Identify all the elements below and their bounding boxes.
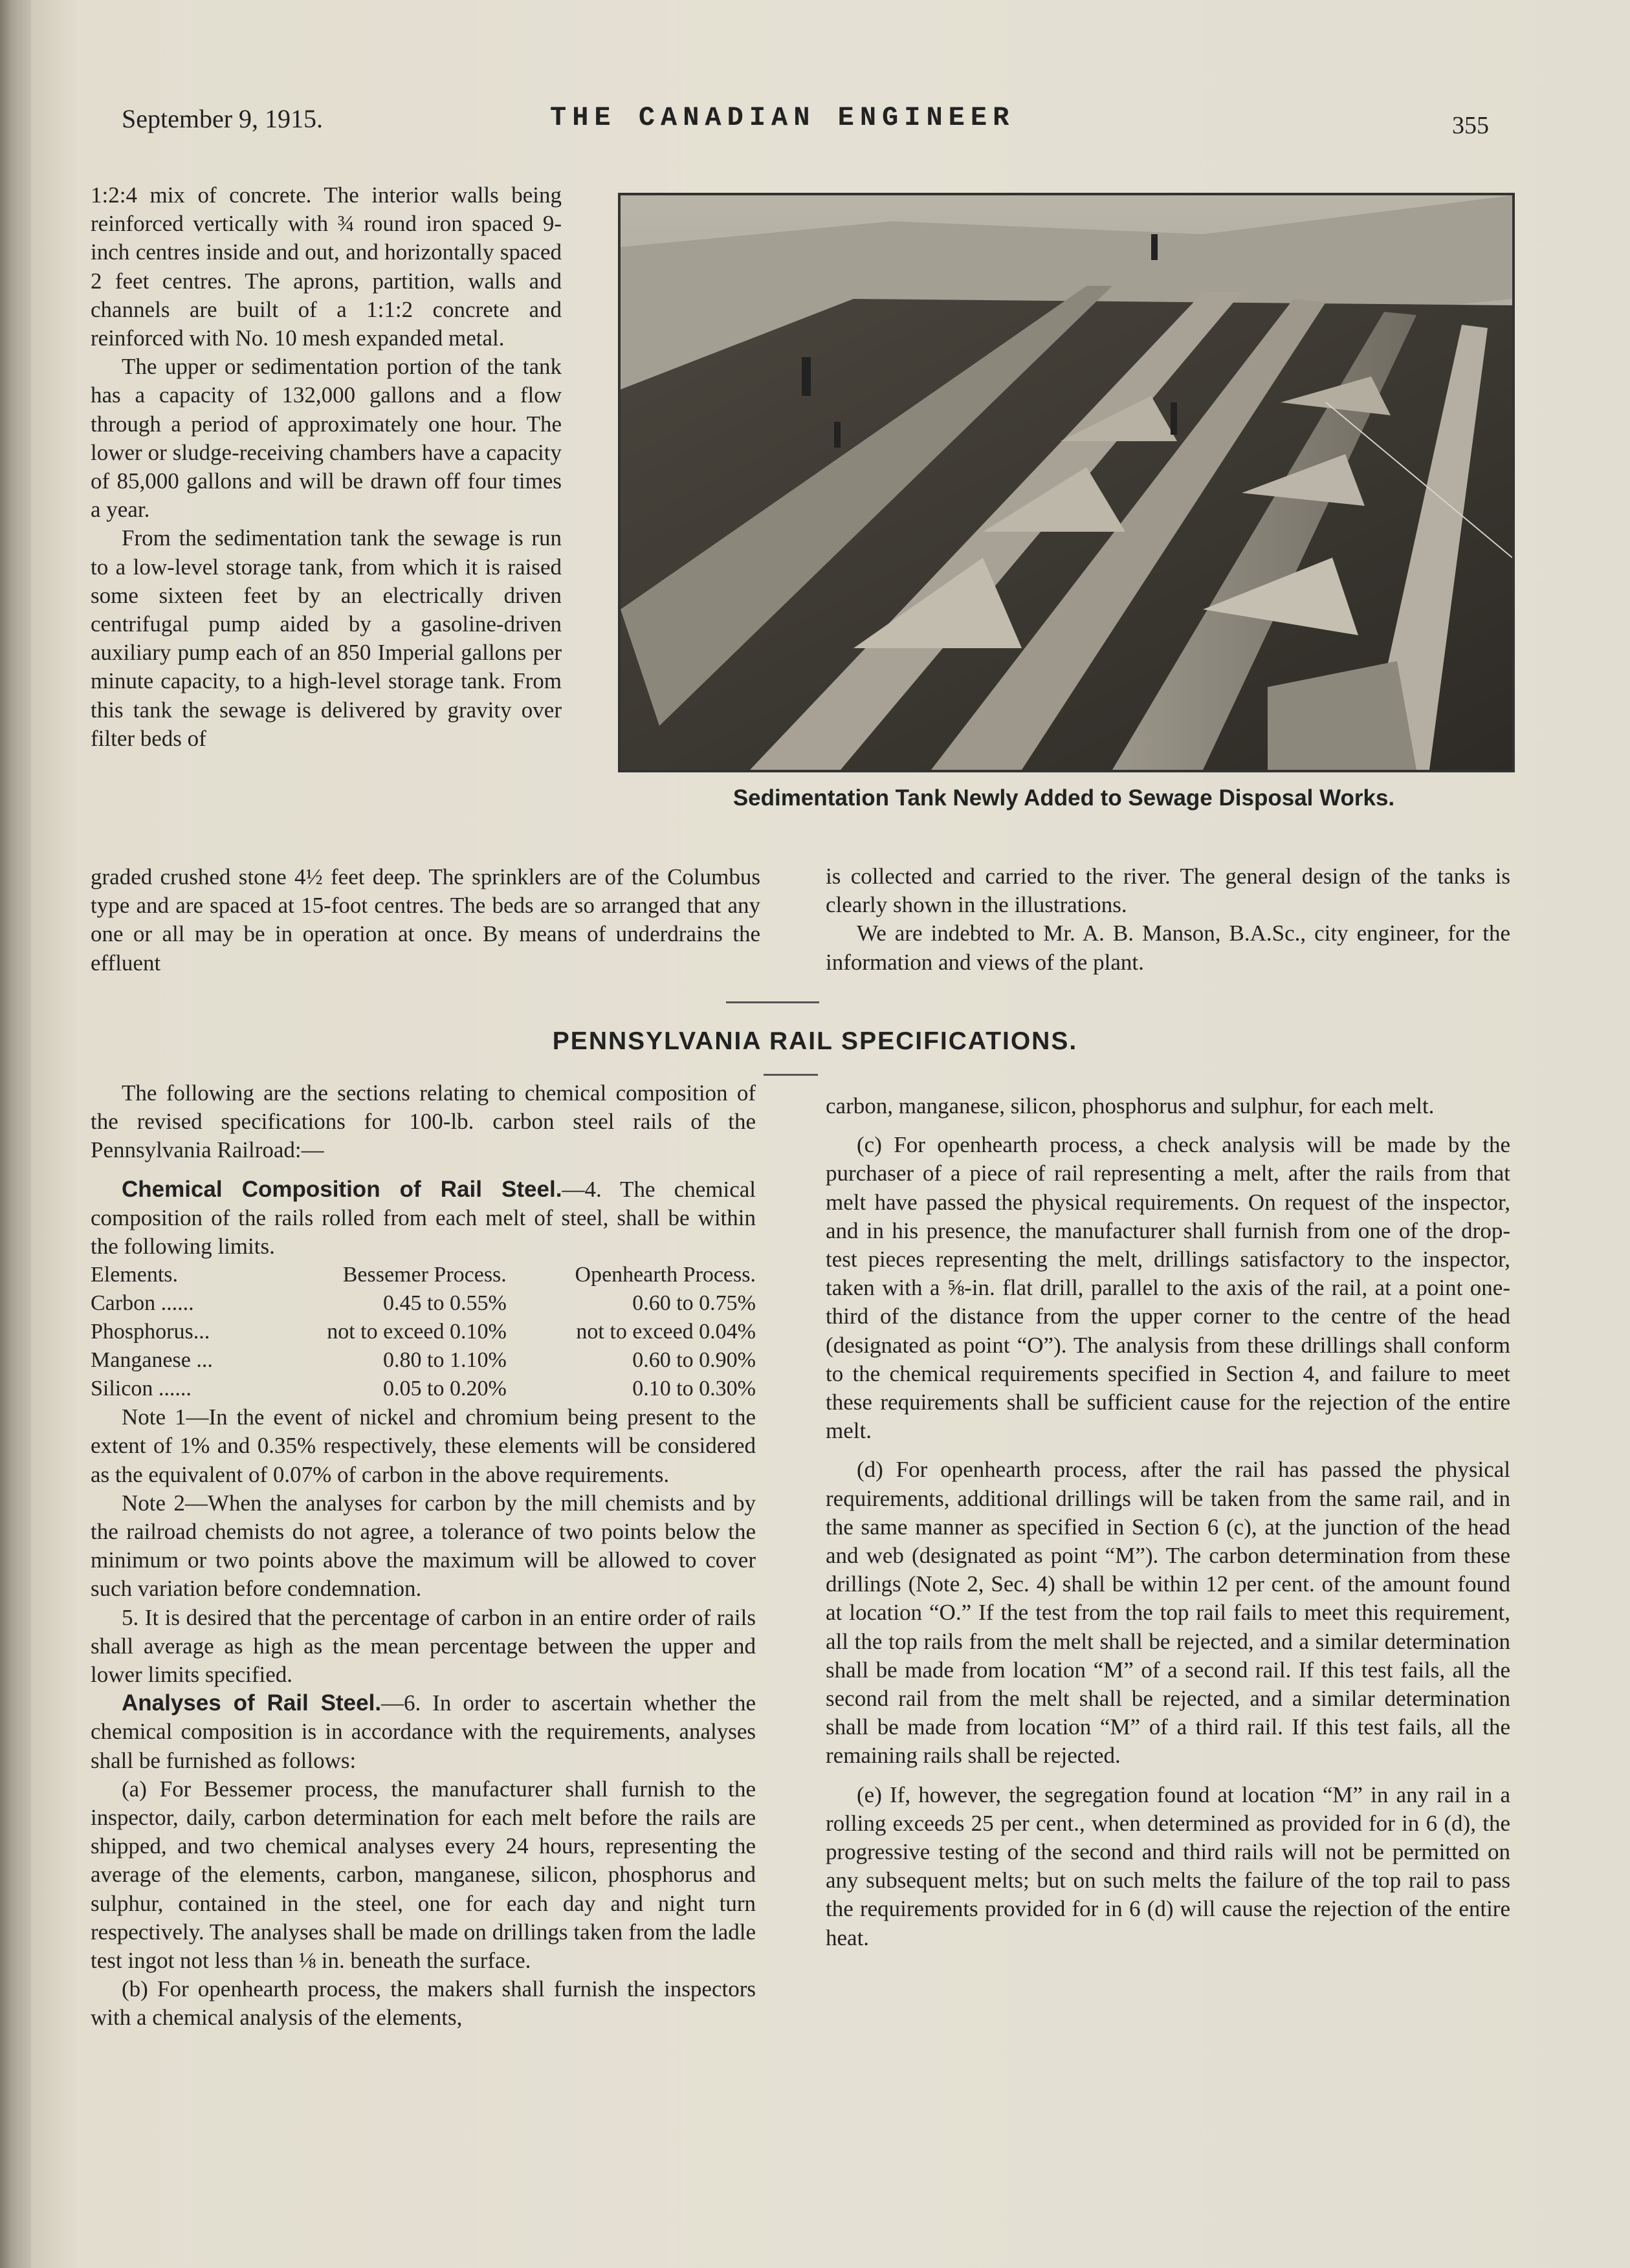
table-cell: 0.60 to 0.75% bbox=[632, 1291, 756, 1316]
article-sewage-continued-left bbox=[91, 863, 760, 977]
paragraph-b: (b) For openhearth process, the makers shall furnish the inspectors with a chemical analysis of the elements, bbox=[91, 1976, 756, 2031]
section-5: 5. It is desired that the percentage of carbon in an entire order of rails shall average as high as the mean percentage between the upper and lower limits specified. bbox=[91, 1604, 756, 1688]
paragraph-b-continued: carbon, manganese, silicon, phosphorus and sulphur, for each melt. bbox=[826, 1093, 1435, 1118]
section-heading: Chemical Composition of Rail Steel. bbox=[122, 1176, 562, 1202]
table-cell: Phosphorus... bbox=[91, 1320, 210, 1344]
table-row bbox=[91, 1289, 756, 1318]
paragraph: We are indebted to Mr. A. B. Manson, B.A.Sc., city engineer, for the information and views of the plant. bbox=[826, 921, 1510, 975]
article-sewage-column bbox=[91, 181, 562, 753]
table-header: Openhearth Process. bbox=[575, 1263, 756, 1287]
table-row bbox=[91, 1318, 756, 1346]
chemical-limits-table bbox=[91, 1261, 756, 1403]
section-heading: Analyses of Rail Steel. bbox=[122, 1690, 382, 1716]
table-cell: not to exceed 0.10% bbox=[327, 1320, 507, 1344]
photo-caption: Sedimentation Tank Newly Added to Sewage Disposal Works. bbox=[732, 785, 1395, 811]
rail-spec-left-column bbox=[91, 1079, 756, 2033]
rail-spec-right-column bbox=[826, 1092, 1510, 1952]
paragraph-d: (d) For openhearth process, after the rail has passed the physical requirements, additional drillings will be taken from the same rail, and in the same manner as specified in Section 6 (c), at the junction of the head and web (designated as point “M”). The carbon determination from these drillings (Note 2, Sec. 4) shall be within 12 per cent. of the amount found at location “O.” If the test from the top rail fails to meet this requirement, all the top rails from the melt shall be rejected, and a similar determination shall be made from location “M” of a second rail. If this test fails, all the second rail from the melt shall be rejected, and a similar determination shall be made from location “M” of a third rail. If this test fails, all the remaining rails shall be rejected. bbox=[826, 1457, 1510, 1769]
sedimentation-tank-photo bbox=[618, 193, 1515, 772]
article-title: PENNSYLVANIA RAIL SPECIFICATIONS. bbox=[552, 1027, 1078, 1055]
paragraph-a: (a) For Bessemer process, the manufacturer shall furnish to the inspector, daily, carbon determination for each melt before the rails are shipped, and two chemical analyses every 24 hours, representing the average of the elements, carbon, manganese, silicon, phosphorus and sulphur, contained in the steel, one for each day and night turn respectively. The analyses shall be made on drillings taken from the ladle test ingot not less than ⅛ in. beneath the surface. bbox=[91, 1776, 756, 1974]
table-cell: 0.10 to 0.30% bbox=[632, 1377, 756, 1401]
table-cell: 0.80 to 1.10% bbox=[383, 1348, 507, 1373]
page-number: 355 bbox=[1452, 112, 1489, 139]
issue-date: September 9, 1915. bbox=[122, 104, 324, 133]
table-cell: Carbon ...... bbox=[91, 1291, 194, 1316]
section-text: —6. In order to ascertain whether the chemical composition is in accordance with the requirements, analyses shall be furnished as follows: bbox=[91, 1690, 756, 1773]
table-cell: 0.45 to 0.55% bbox=[383, 1291, 507, 1316]
journal-title: THE CANADIAN ENGINEER bbox=[550, 102, 1015, 133]
paragraph-c: (c) For openhearth process, a check analysis will be made by the purchaser of a piece of rail representing a melt, after the rails from that melt have passed the physical requirements. On request of the inspector, and in his presence, the manufacturer shall furnish from one of the drop-test pieces representing the melt, drillings satisfactory to the inspector, taken with a ⅝-in. flat drill, parallel to the axis of the rail, at a point one-third of the distance from the upper corner to the centre of the head (designated as point “O”). The analysis from these drillings shall conform to the chemical requirements specified in Section 4, and failure to meet these requirements shall be sufficient cause for the rejection of the entire melt. bbox=[826, 1132, 1510, 1444]
paragraph-e: (e) If, however, the segregation found at location “M” in any rail in a rolling exceeds 25 per cent., when determined as provided for in 6 (d), the progressive testing of the second and third rails will not be permitted on any subsequent melts; but on such melts the failure of the top rail to pass the requirements provided for in 6 (d) will cause the rejection of the entire heat. bbox=[826, 1782, 1510, 1950]
note-1: Note 1—In the event of nickel and chromium being present to the extent of 1% and 0.35% respectively, these elements will be considered as the equivalent of 0.07% of carbon in the above requirements. bbox=[91, 1404, 756, 1487]
table-cell: Silicon ...... bbox=[91, 1377, 192, 1401]
table-row bbox=[91, 1375, 756, 1403]
title-rule bbox=[764, 1074, 818, 1076]
paragraph: The following are the sections relating to chemical composition of the revised specifications for 100-lb. carbon steel rails of the Pennsylvania Railroad:— bbox=[91, 1080, 756, 1163]
section-4 bbox=[91, 1175, 756, 1261]
table-cell: not to exceed 0.04% bbox=[576, 1320, 756, 1344]
divider-rule bbox=[726, 1001, 819, 1003]
paragraph: graded crushed stone 4½ feet deep. The sprinklers are of the Columbus type and are spaced at 15-foot centres. The beds are so arranged that any one or all may be in operation at once. By means of underdrains the effluent bbox=[91, 864, 760, 976]
table-row bbox=[91, 1346, 756, 1375]
table-header: Elements. bbox=[91, 1263, 179, 1287]
paragraph: The upper or sedimentation portion of the tank has a capacity of 132,000 gallons and a flow through a period of approximately one hour. The lower or sludge-receiving chambers have a capacity of 85,000 gallons and will be drawn off four times a year. bbox=[91, 354, 562, 523]
book-gutter bbox=[0, 0, 31, 2268]
photo-illustration bbox=[621, 195, 1512, 770]
running-head bbox=[0, 97, 1630, 142]
table-header-row bbox=[91, 1261, 756, 1289]
table-cell: 0.05 to 0.20% bbox=[383, 1377, 507, 1401]
paragraph: From the sedimentation tank the sewage is run to a low-level storage tank, from which it is raised some sixteen feet by an electrically driven centrifugal pump aided by a gasoline-driven auxiliary pump each of an 850 Imperial gallons per minute capacity, to a high-level storage tank. From this tank the sewage is delivered by gravity over filter beds of bbox=[91, 525, 562, 751]
section-6 bbox=[91, 1689, 756, 1775]
table-cell: 0.60 to 0.90% bbox=[632, 1348, 756, 1373]
table-cell: Manganese ... bbox=[91, 1348, 213, 1373]
table-header: Bessemer Process. bbox=[342, 1263, 507, 1287]
paragraph: is collected and carried to the river. The general design of the tanks is clearly shown in the illustrations. bbox=[826, 864, 1510, 918]
article-sewage-continued-right bbox=[826, 862, 1510, 977]
note-2: Note 2—When the analyses for carbon by the mill chemists and by the railroad chemists do not agree, a tolerance of two points below the minimum or two points above the maximum will be allowed to cover such variation before condemnation. bbox=[91, 1490, 756, 1602]
paragraph: 1:2:4 mix of concrete. The interior walls being reinforced vertically with ¾ round iron spaced 9-inch centres inside and out, and horizontally spaced 2 feet centres. The aprons, partition, walls and channels are built of a 1:1:2 concrete and reinforced with No. 10 mesh expanded metal. bbox=[91, 182, 562, 351]
section-text: —4. The chemical composition of the rails rolled from each melt of steel, shall be within the following limits. bbox=[91, 1176, 756, 1259]
